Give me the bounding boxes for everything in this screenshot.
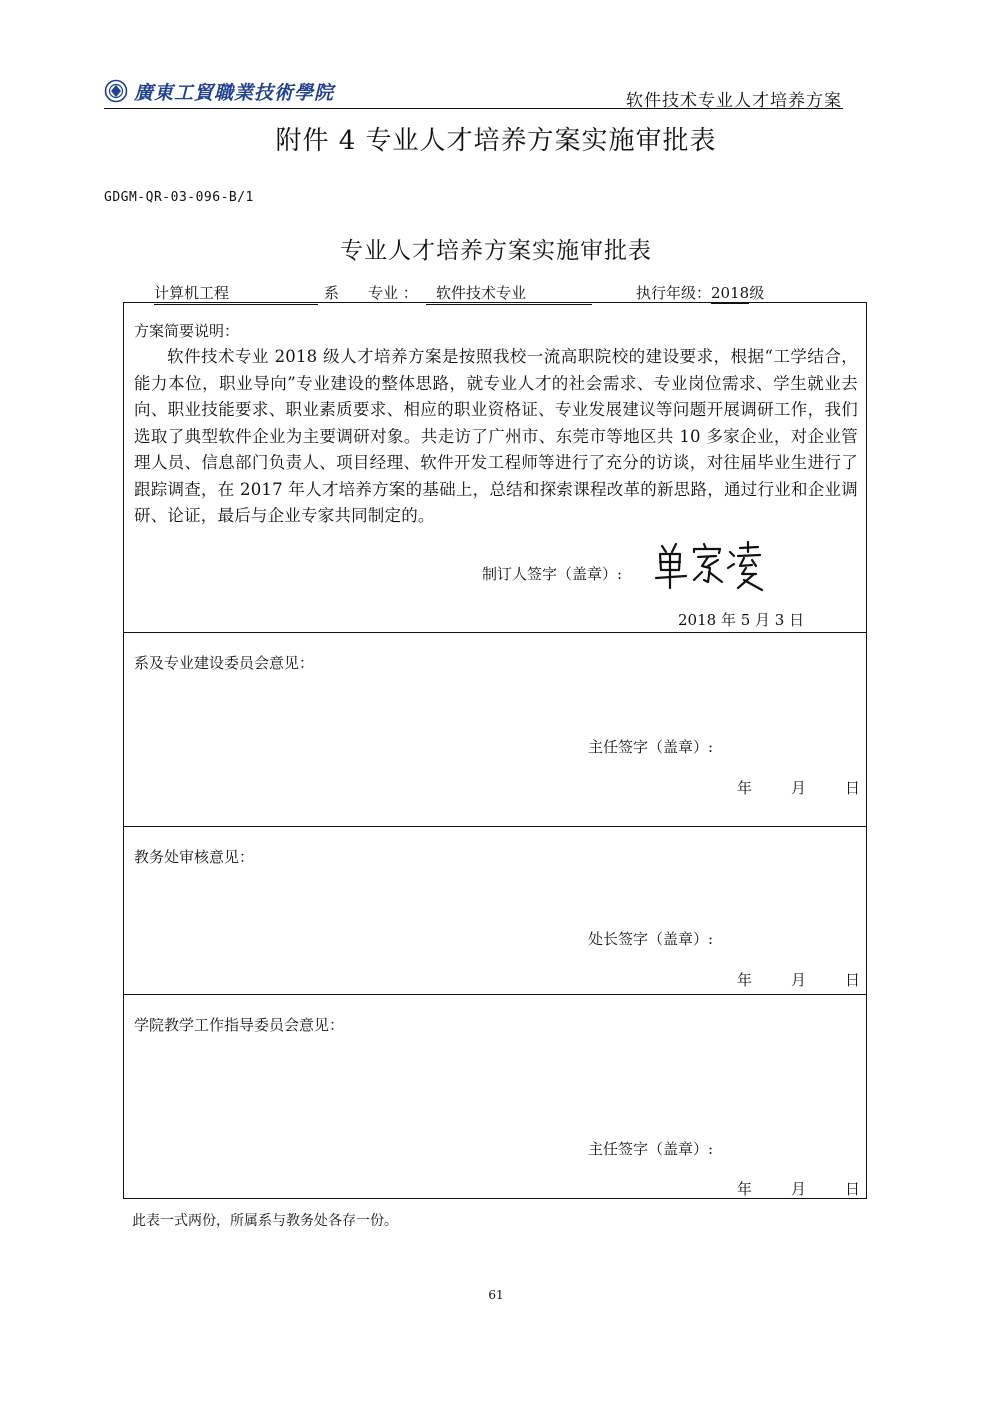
header-document-title: 软件技术专业人才培养方案	[626, 91, 842, 111]
table-divider	[123, 632, 867, 633]
page-number: 61	[488, 1288, 504, 1302]
major-label: 专业 ：	[368, 284, 418, 302]
department-value: 计算机工程	[154, 282, 318, 305]
author-sign-date: 2018 年 5 月 3 日	[678, 611, 805, 629]
teaching-committee-label: 学院教学工作指导委员会意见：	[134, 1016, 345, 1034]
day-label: 日	[844, 1180, 860, 1198]
director-sign-label: 主任签字（盖章）:	[588, 738, 714, 756]
day-label: 日	[844, 971, 860, 989]
grade-value: 2018	[711, 284, 750, 302]
year-label: 年	[736, 1180, 752, 1198]
year-label: 年	[736, 779, 752, 797]
page-title: 附件 4 专业人才培养方案实施审批表	[275, 126, 717, 156]
department-suffix: 系	[324, 284, 340, 302]
author-sign-label: 制订人签字（盖章）:	[482, 565, 623, 583]
department-committee-label: 系及专业建设委员会意见：	[134, 654, 315, 672]
document-code: GDGM-QR-03-096-B/1	[104, 190, 254, 205]
major-value: 软件技术专业	[426, 282, 592, 305]
chair-sign-label: 主任签字（盖章）:	[588, 1140, 714, 1158]
college-name: 廣東工貿職業技術學院	[134, 81, 335, 104]
head-sign-label: 处长签字（盖章）:	[588, 930, 714, 948]
handwritten-signature	[652, 538, 764, 592]
header-divider	[104, 108, 843, 109]
grade-label: 执行年级：	[636, 284, 712, 302]
month-label: 月	[790, 779, 806, 797]
teaching-committee-date	[698, 1178, 860, 1199]
plan-summary-label: 方案简要说明：	[134, 322, 240, 340]
year-label: 年	[736, 971, 752, 989]
grade-suffix: 级	[749, 284, 765, 302]
department-committee-date	[698, 777, 860, 798]
day-label: 日	[844, 779, 860, 797]
month-label: 月	[790, 1180, 806, 1198]
table-divider	[123, 994, 867, 995]
academic-affairs-label: 教务处审核意见：	[134, 848, 255, 866]
footnote: 此表一式两份，所属系与教务处各存一份。	[132, 1213, 398, 1229]
plan-summary-text: 软件技术专业 2018 级人才培养方案是按照我校一流高职院校的建设要求，根据“工学结合，能力本位，职业导向”专业建设的整体思路，就专业人才的社会需求、专业岗位需求、学生就业去向、职业技能要求、职业素质要求、相应的职业资格证、专业发展建议等问题开展调研工作，我们选取了典型软件企业为主要调研对象。共走访了广州市、东莞市等地区共 10 多家企业，对企业管理人员、信息部门负责人、项目经理、软件开发工程师等进行了充分的访谈，对往届毕业生进行了跟踪调查，在 2017 年人才培养方案的基础上，总结和探索课程改革的新思路，通过行业和企业调研、论证，最后与企业专家共同制定的。	[134, 347, 858, 525]
month-label: 月	[790, 971, 806, 989]
college-logo	[104, 76, 344, 106]
form-title: 专业人才培养方案实施审批表	[340, 238, 652, 264]
college-emblem-icon	[104, 79, 128, 103]
grade-field	[636, 282, 764, 304]
academic-affairs-date	[698, 969, 860, 990]
table-divider	[123, 826, 867, 827]
